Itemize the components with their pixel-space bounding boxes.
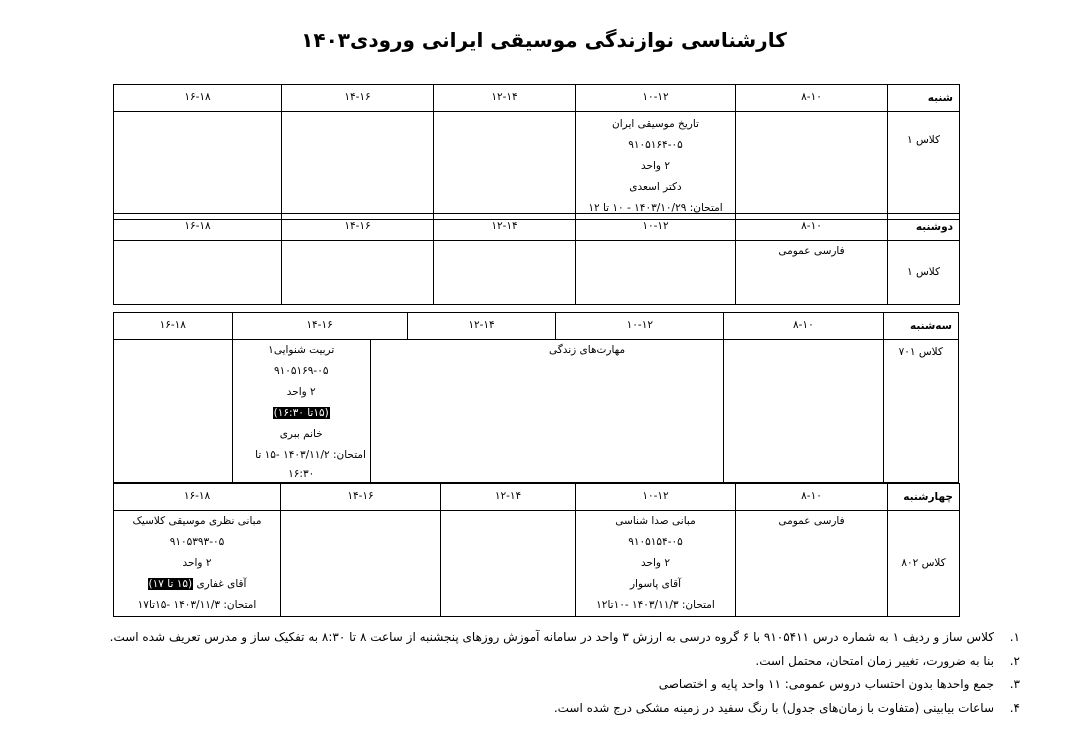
empty-cell <box>724 340 883 483</box>
course-code: ۹۱۰۵۱۶۹-۰۵ <box>273 365 329 377</box>
empty-cell <box>736 112 888 220</box>
course-exam: امتحان: ۱۴۰۳/۱۰/۲۹ - ۱۰ تا ۱۲ <box>588 202 723 214</box>
time-slot: ۱۴-۱۶ <box>282 85 434 112</box>
room-label: کلاس ۱ <box>888 241 960 305</box>
room-label: کلاس ۷۰۱ <box>883 340 958 483</box>
empty-cell <box>282 241 434 305</box>
note-text: بنا به ضرورت، تغییر زمان امتحان، محتمل است. <box>755 653 994 668</box>
note-item <box>60 673 1020 697</box>
course-code: ۹۱۰۵۱۵۴-۰۵ <box>628 536 683 548</box>
time-slot: ۱۶-۱۸ <box>114 313 233 340</box>
day-name: سه‌شنبه <box>883 313 958 340</box>
notes-list <box>60 626 1020 720</box>
course-exam: امتحان: ۱۴۰۳/۱۱/۲ -۱۵ تا <box>255 449 366 461</box>
empty-cell <box>282 112 434 220</box>
time-slot: ۱۰-۱۲ <box>576 484 736 511</box>
note-number: ۱. <box>1009 630 1020 644</box>
course-cell <box>736 241 888 305</box>
time-slot: ۸-۱۰ <box>736 85 888 112</box>
time-slot: ۱۴-۱۶ <box>232 313 407 340</box>
empty-cell <box>114 112 282 220</box>
course-teacher: خانم ببری <box>279 428 323 440</box>
time-slot: ۱۴-۱۶ <box>281 484 441 511</box>
highlighted-time: (۱۵ تا ۱۷) <box>148 578 193 590</box>
course-teacher: آقای غفاری <box>196 578 247 590</box>
course-units: ۲ واحد <box>286 386 316 398</box>
schedule-wednesday <box>113 483 960 617</box>
course-name: مبانی نظری موسیقی کلاسیک <box>132 515 262 527</box>
schedule-tuesday <box>113 312 959 483</box>
course-cell <box>736 511 888 617</box>
time-slot: ۱۰-۱۲ <box>556 313 724 340</box>
course-name: تربیت شنوایی۱ <box>268 344 335 356</box>
course-code: ۹۱۰۵۳۹۳-۰۵ <box>169 536 225 548</box>
highlighted-time: (۱۵تا ۱۶:۳۰) <box>273 407 329 419</box>
course-name: تاریخ موسیقی ایران <box>612 118 699 130</box>
time-slot: ۱۰-۱۲ <box>576 85 736 112</box>
time-slot: ۸-۱۰ <box>736 484 888 511</box>
course-units: ۲ واحد <box>641 160 670 172</box>
course-exam: امتحان: ۱۴۰۳/۱۱/۳ -۱۵تا۱۷ <box>137 599 257 611</box>
note-text: جمع واحدها بدون احتساب دروس عمومی: ۱۱ واحد پایه و اختصاصی <box>658 677 994 691</box>
schedule-saturday <box>113 84 960 220</box>
course-cell <box>370 340 723 483</box>
course-teacher: آقای پاسوار <box>629 578 682 590</box>
time-slot: ۱۲-۱۴ <box>434 85 576 112</box>
empty-cell <box>281 511 441 617</box>
course-cell <box>576 112 736 220</box>
empty-cell <box>434 112 576 220</box>
empty-cell <box>441 511 576 617</box>
note-text: کلاس ساز و ردیف ۱ به شماره درس ۹۱۰۵۴۱۱ با ۶ گروه درسی به ارزش ۳ واحد در سامانه آموزش روزهای پنجشنبه از ساعت ۸ تا ۸:۳۰ به تفکیک ساز و مدرس تعریف شده است. <box>109 630 994 644</box>
course-exam-cont: ۱۶:۳۰ <box>288 468 315 480</box>
time-slot: ۱۶-۱۸ <box>114 214 282 241</box>
time-slot: ۱۴-۱۶ <box>282 214 434 241</box>
day-name: شنبه <box>888 85 960 112</box>
room-label: کلاس ۸۰۲ <box>888 511 960 617</box>
empty-cell <box>114 340 233 483</box>
page-title: کارشناسی نوازندگی موسیقی ایرانی ورودی۱۴۰۳ <box>301 28 787 52</box>
time-slot: ۱۲-۱۴ <box>434 214 576 241</box>
course-cell <box>576 511 736 617</box>
course-units: ۲ واحد <box>182 557 212 569</box>
course-name: فارسی عمومی <box>778 245 845 257</box>
course-exam: امتحان: ۱۴۰۳/۱۱/۳ -۱۰تا۱۲ <box>596 599 715 611</box>
room-label: کلاس ۱ <box>888 112 960 220</box>
time-slot: ۱۲-۱۴ <box>441 484 576 511</box>
course-cell <box>232 340 370 483</box>
time-slot: ۱۰-۱۲ <box>576 214 736 241</box>
time-slot: ۸-۱۰ <box>724 313 883 340</box>
day-name: دوشنبه <box>888 214 960 241</box>
course-cell <box>114 511 281 617</box>
course-name: مبانی صدا شناسی <box>615 515 696 527</box>
time-slot: ۸-۱۰ <box>736 214 888 241</box>
course-name: مهارت‌های زندگی <box>548 344 626 356</box>
empty-cell <box>434 241 576 305</box>
time-slot: ۱۶-۱۸ <box>114 484 281 511</box>
note-number: ۲. <box>1009 653 1020 668</box>
note-item <box>60 697 1020 721</box>
note-text: ساعات بیابینی (متفاوت با زمان‌های جدول) با رنگ سفید در زمینه مشکی درج شده است. <box>553 700 994 715</box>
course-teacher: دکتر اسعدی <box>629 181 682 193</box>
course-units: ۲ واحد <box>641 557 670 569</box>
time-slot: ۱۲-۱۴ <box>407 313 556 340</box>
empty-cell <box>576 241 736 305</box>
day-name: چهارشنبه <box>888 484 960 511</box>
time-slot: ۱۶-۱۸ <box>114 85 282 112</box>
course-code: ۹۱۰۵۱۶۴-۰۵ <box>628 139 683 151</box>
note-number: ۴. <box>1009 700 1020 715</box>
course-name: فارسی عمومی <box>778 515 845 527</box>
note-item <box>60 650 1020 674</box>
note-number: ۳. <box>1009 677 1020 691</box>
empty-cell <box>114 241 282 305</box>
note-item <box>60 626 1020 650</box>
schedule-monday <box>113 213 960 305</box>
